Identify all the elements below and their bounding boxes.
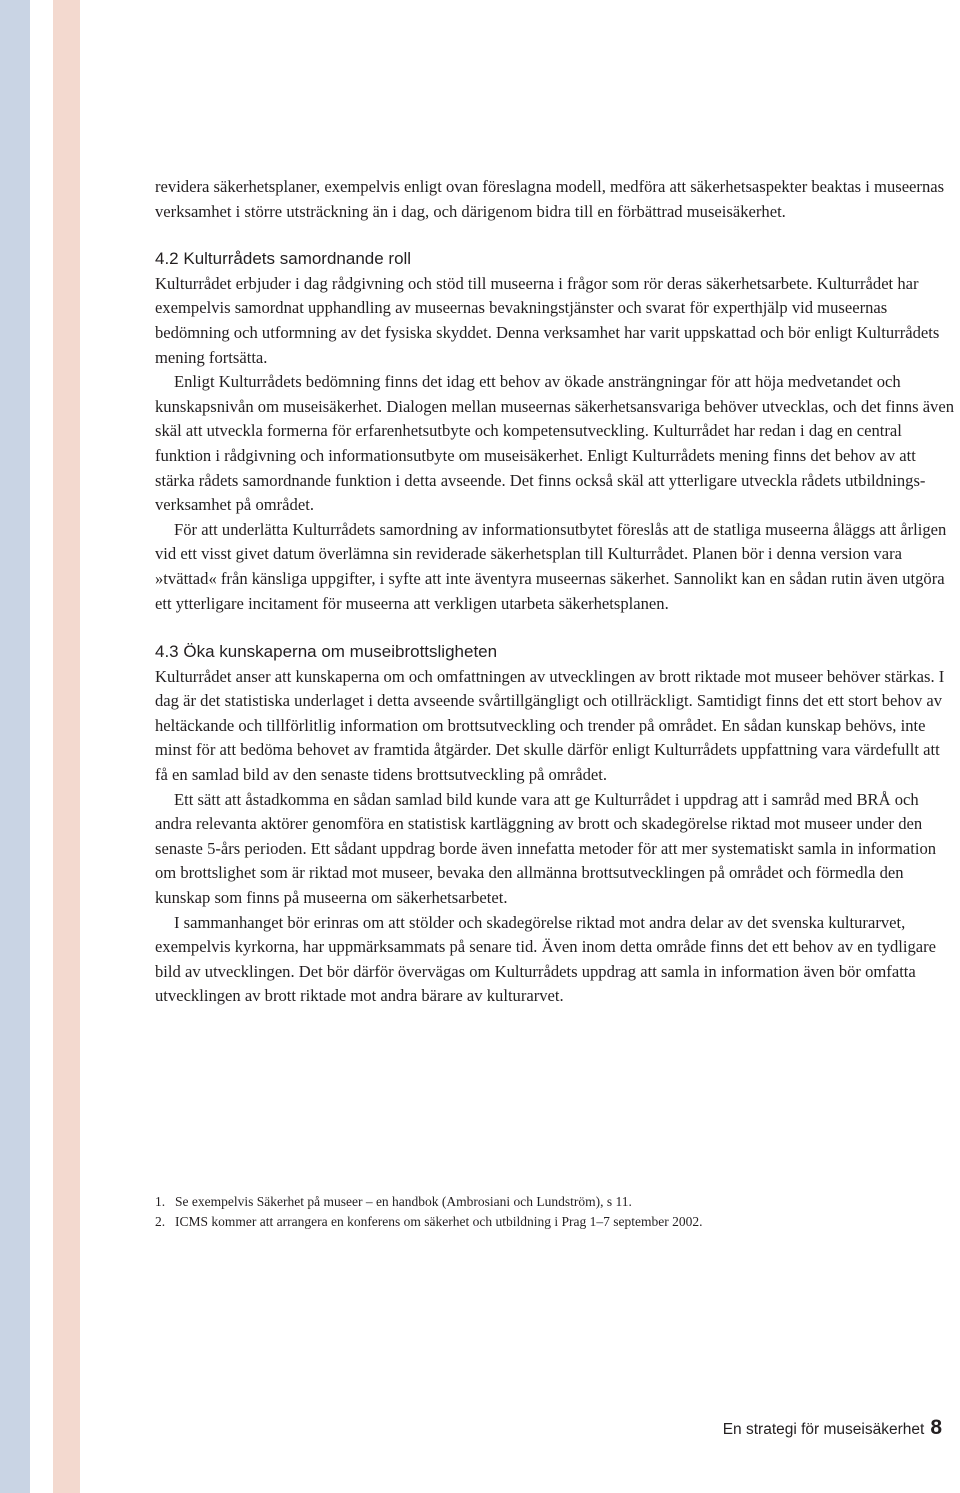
footnote (155, 1192, 955, 1212)
page-footer (723, 1414, 942, 1444)
footnote-number: 2. (155, 1214, 166, 1229)
paragraph: För att underlätta Kulturrådets samordning av informationsutbytet föreslås att de statliga museerna åläggs att årligen vid ett visst givet datum överlämna sin reviderade säkerhetsplan till Kulturrådet. Planen bör i denna version vara »tvättad« från känsliga uppgifter, i syfte att inte äventyra museernas säkerhet. Sannolikt kan en sådan rutin även utgöra ett ytterligare incitament för museerna att verkligen utarbeta säkerhetsplanen. (155, 519, 947, 613)
footnote-text: ICMS kommer att arrangera en konferens om säkerhet och utbildning i Prag 1–7 september 2002. (175, 1214, 703, 1229)
footnote (155, 1212, 955, 1232)
paragraph: Enligt Kulturrådets bedömning finns det idag ett behov av ökade ansträngningar för att höja medvetandet och kunskapsnivån om museisäkerhet. Dialogen mellan museernas säkerhetsansvariga behöver utvecklas, och det finns även skäl att utveckla formerna för erfarenhetsutbyte och kompetensutveckling. Kulturrådet har redan i dag en central funktion i rådgivning och informationsutbyte om museisäkerhet. Enligt Kulturrådets mening finns det behov av att stärka rådets samordnande funktion i detta avseende. Det finns också skäl att ytterligare utveckla rådets utbildningsverksamhet på området. (155, 372, 955, 515)
footnotes (155, 1192, 955, 1232)
page-number: 8 (930, 1416, 942, 1439)
section-heading-4-2: 4.2 Kulturrådets samordnande roll (155, 249, 412, 269)
left-stripe-pink (53, 0, 80, 1493)
footnote-text: Se exempelvis Säkerhet på museer – en handbok (Ambrosiani och Lundström), s 11. (175, 1194, 632, 1209)
main-content (155, 175, 955, 1009)
left-stripe-blue (0, 0, 30, 1493)
section-heading-4-3: 4.3 Öka kunskaperna om museibrottsligheten (155, 642, 498, 662)
paragraph-intro: revidera säkerhetsplaner, exempelvis enligt ovan föreslagna modell, medföra att säkerhetsaspekter beaktas i museernas verksamhet i större utsträckning än i dag, och därigenom bidra till en förbättrad museisäkerhet. (155, 177, 945, 221)
paragraph: Kulturrådet anser att kunskaperna om och omfattningen av utvecklingen av brott riktade mot museer behöver stärkas. I dag är det statistiska underlaget i detta avseende svårtillgängligt och otillräckligt. Samtidigt finns det ett stort behov av heltäckande och tillförlitlig information om brottsutveckling och trender på området. En sådan kunskap behövs, inte minst för att bedöma behovet av framtida åtgärder. Det skulle därför enligt Kulturrådets uppfattning vara värdefullt att få en samlad bild av den senaste tidens brottsutveckling på området. (155, 666, 945, 785)
footer-title: En strategi för museisäkerhet (722, 1421, 925, 1438)
paragraph: Kulturrådet erbjuder i dag rådgivning och stöd till museerna i frågor som rör deras säkerhetsarbete. Kulturrådet har exempelvis samordnat upphandling av museernas bevakningstjänster och svarat för experthjälp vid museernas bedömning och utformning av det fysiska skyddet. Denna verksamhet har varit uppskattad och bör enligt Kulturrådets mening fortsätta. (155, 273, 940, 367)
footnote-number: 1. (155, 1194, 166, 1209)
paragraph: I sammanhanget bör erinras om att stölder och skadegörelse riktad mot andra delar av det svenska kulturarvet, exempelvis kyrkorna, har uppmärksammats på senare tid. Även inom detta område finns det ett behov av en tydligare bild av utvecklingen. Det bör därför övervägas om Kulturrådets uppdrag att samla in information även bör omfatta utvecklingen av brott riktade mot andra bärare av kulturarvet. (155, 912, 937, 1006)
paragraph: Ett sätt att åstadkomma en sådan samlad bild kunde vara att ge Kulturrådet i uppdrag att i samråd med BRÅ och andra relevanta aktörer genomföra en statistisk kartläggning av brott och skadegörelse riktad mot museer under den senaste 5-års perioden. Ett sådant uppdrag borde även innefatta metoder för att mer systematiskt samla in information om brottslighet som är riktad mot museer, bevaka den allmänna brottsutvecklingen på området och förmedla den kunskap som finns på museerna om säkerhetsarbetet. (155, 789, 937, 908)
